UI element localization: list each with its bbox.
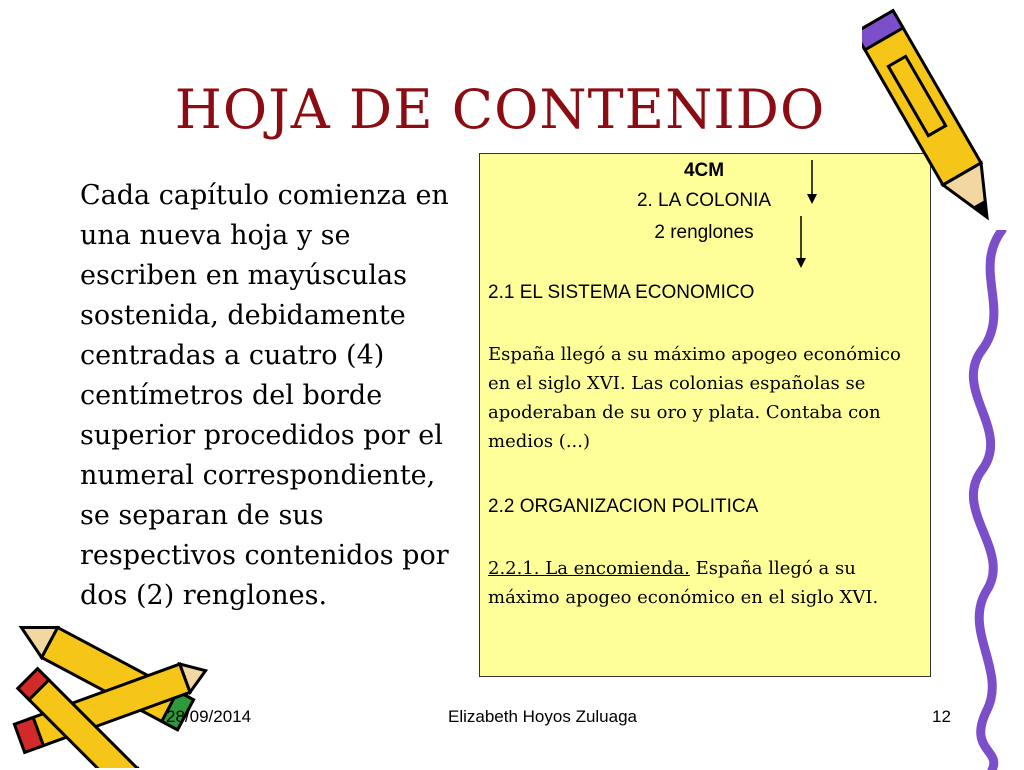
section-1-text: España llegó a su máximo apogeo económico en el siglo XVI. Las colonias españolas se apoderaban de su oro y plata. Contaba con medios (...) [488, 344, 901, 452]
squiggle-decoration [962, 230, 1022, 770]
subsection-text: España llegó a su máximo apogeo económico en el siglo XVI. [488, 558, 879, 608]
slide-title: HOJA DE CONTENIDO [174, 78, 826, 141]
body-paragraph: Cada capítulo comienza en una nueva hoja y se escriben en mayúsculas sostenida, debidamente centradas a cuatro (4) centímetros del borde superior procedidos por el numeral correspondiente, se separan de sus respectivos contenidos por dos (2) renglones. [80, 180, 449, 611]
pencil-icon [862, 2, 1002, 242]
spacing-label: 2 renglones [654, 222, 754, 243]
footer-author: Elizabeth Hoyos Zuluaga [448, 707, 638, 726]
measure-label: 4CM [683, 160, 725, 181]
subsection-heading: 2.2.1. La encomienda. [488, 558, 690, 579]
pencils-icon [0, 618, 210, 768]
section-1-heading: 2.1 EL SISTEMA ECONOMICO [488, 282, 755, 303]
down-arrow-icon [796, 216, 806, 268]
section-2-heading: 2.2 ORGANIZACION POLITICA [488, 496, 759, 517]
page-number: 12 [932, 707, 951, 726]
down-arrow-icon [807, 160, 817, 204]
subsection-paragraph [488, 554, 920, 612]
footer-date: 28/09/2014 [166, 707, 252, 726]
chapter-title: 2. LA COLONIA [636, 190, 772, 211]
